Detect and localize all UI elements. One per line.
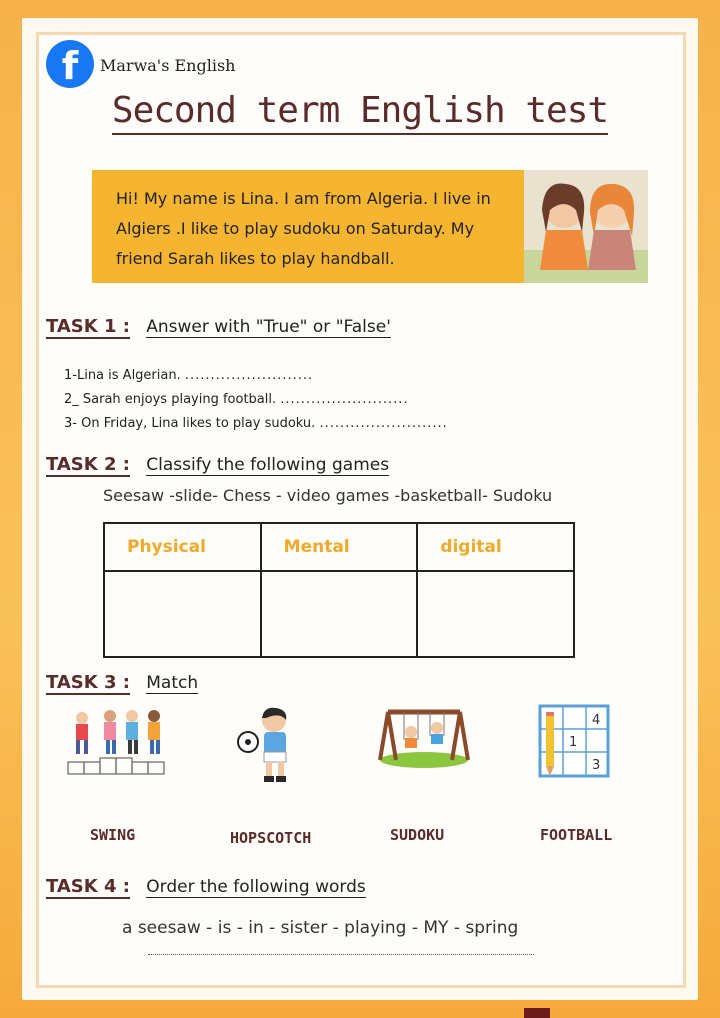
- task3-heading: [46, 672, 198, 693]
- match-label-swing: SWING: [90, 826, 136, 844]
- task4-label: TASK 4 :: [46, 876, 130, 897]
- answer-cell-physical[interactable]: [104, 571, 261, 657]
- task1-question-1: [64, 368, 313, 383]
- task2-instruction: Classify the following games: [146, 455, 390, 475]
- swing-illustration: [374, 706, 474, 772]
- task2-label: TASK 2 :: [46, 454, 130, 475]
- sudoku-digit: 1: [569, 735, 578, 750]
- task2-word-list: Seesaw -slide- Chess - video games -basketball- Sudoku: [103, 486, 553, 505]
- column-header-physical: Physical: [104, 523, 261, 571]
- task1-question-2: [64, 392, 409, 407]
- match-label-hopscotch: HOPSCOTCH: [230, 829, 312, 847]
- question-text: 1-Lina is Algerian.: [64, 368, 181, 383]
- match-label-football: FOOTBALL: [540, 826, 613, 844]
- answer-blank[interactable]: .........................: [184, 368, 314, 383]
- page-title: [0, 90, 720, 131]
- task1-question-3: [64, 416, 448, 431]
- task4-answer-line[interactable]: [148, 954, 534, 955]
- answer-blank[interactable]: .........................: [280, 392, 409, 407]
- sudoku-digit: 3: [592, 758, 601, 773]
- match-label-sudoku: SUDOKU: [390, 826, 445, 844]
- answer-blank[interactable]: .........................: [319, 416, 448, 431]
- intro-text: Hi! My name is Lina. I am from Algeria. I live in Algiers .I like to play sudoku on Saturday. My friend Sarah likes to play handball.: [92, 170, 524, 283]
- question-text: 2_ Sarah enjoys playing football.: [64, 392, 277, 407]
- football-illustration: [236, 704, 300, 788]
- task2-heading: [46, 454, 389, 475]
- girls-illustration: [524, 170, 648, 283]
- task1-instruction: Answer with "True" or "False': [146, 317, 391, 337]
- task1-heading: [46, 316, 391, 337]
- classify-table: [103, 522, 575, 658]
- task1-label: TASK 1 :: [46, 316, 130, 337]
- question-text: 3- On Friday, Lina likes to play sudoku.: [64, 416, 316, 431]
- column-header-digital: digital: [417, 523, 574, 571]
- sudoku-illustration: [538, 704, 610, 784]
- task4-word-list: a seesaw - is - in - sister - playing - MY - spring: [122, 918, 519, 938]
- hopscotch-illustration: [56, 704, 168, 784]
- task3-label: TASK 3 :: [46, 672, 130, 693]
- task4-instruction: Order the following words: [146, 877, 366, 897]
- page-title-text: Second term English test: [112, 90, 608, 135]
- task4-heading: [46, 876, 366, 897]
- footer-badge: [524, 1008, 550, 1018]
- brand-name: Marwa's English: [100, 56, 236, 75]
- task3-instruction: Match: [146, 673, 199, 693]
- sudoku-digit: 4: [592, 713, 601, 728]
- facebook-icon: f: [46, 40, 94, 88]
- answer-cell-mental[interactable]: [261, 571, 418, 657]
- column-header-mental: Mental: [261, 523, 418, 571]
- answer-cell-digital[interactable]: [417, 571, 574, 657]
